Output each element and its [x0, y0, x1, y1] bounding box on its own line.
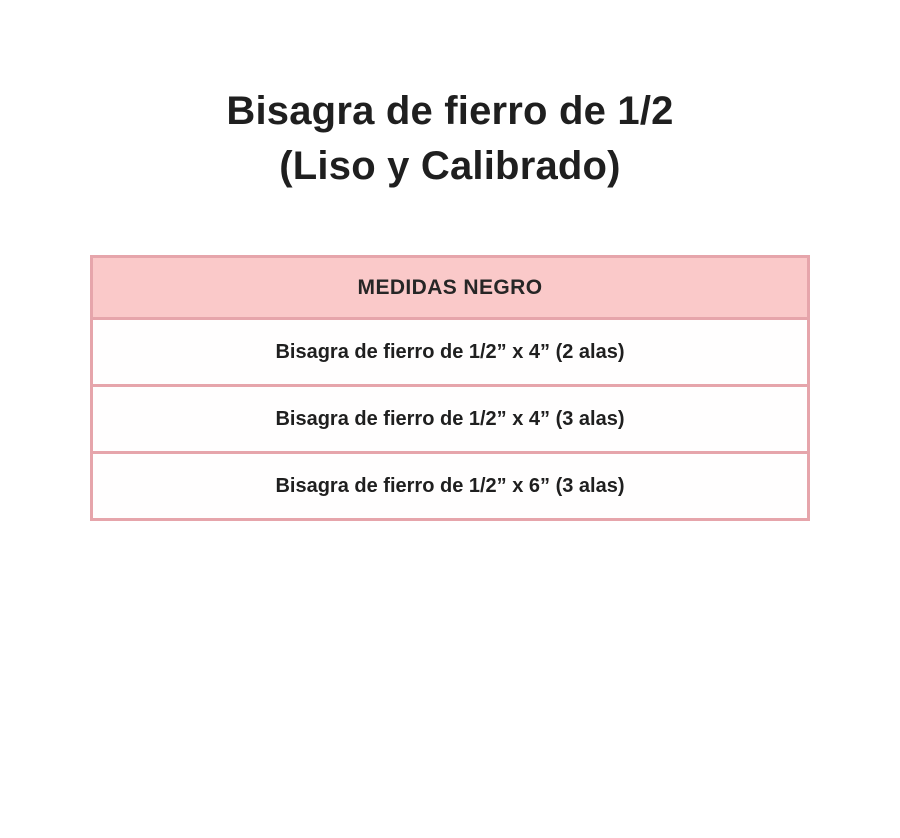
page-title-line-1: Bisagra de fierro de 1/2 — [226, 89, 674, 133]
measures-table — [90, 255, 810, 521]
infographic-page — [0, 84, 900, 838]
table-row: Bisagra de fierro de 1/2” x 6” (3 alas) — [93, 454, 807, 518]
page-title — [0, 84, 900, 194]
table-row: Bisagra de fierro de 1/2” x 4” (3 alas) — [93, 387, 807, 454]
table-row: Bisagra de fierro de 1/2” x 4” (2 alas) — [93, 320, 807, 387]
table-header-medidas-negro: MEDIDAS NEGRO — [93, 258, 807, 320]
page-title-line-2: (Liso y Calibrado) — [279, 144, 621, 188]
